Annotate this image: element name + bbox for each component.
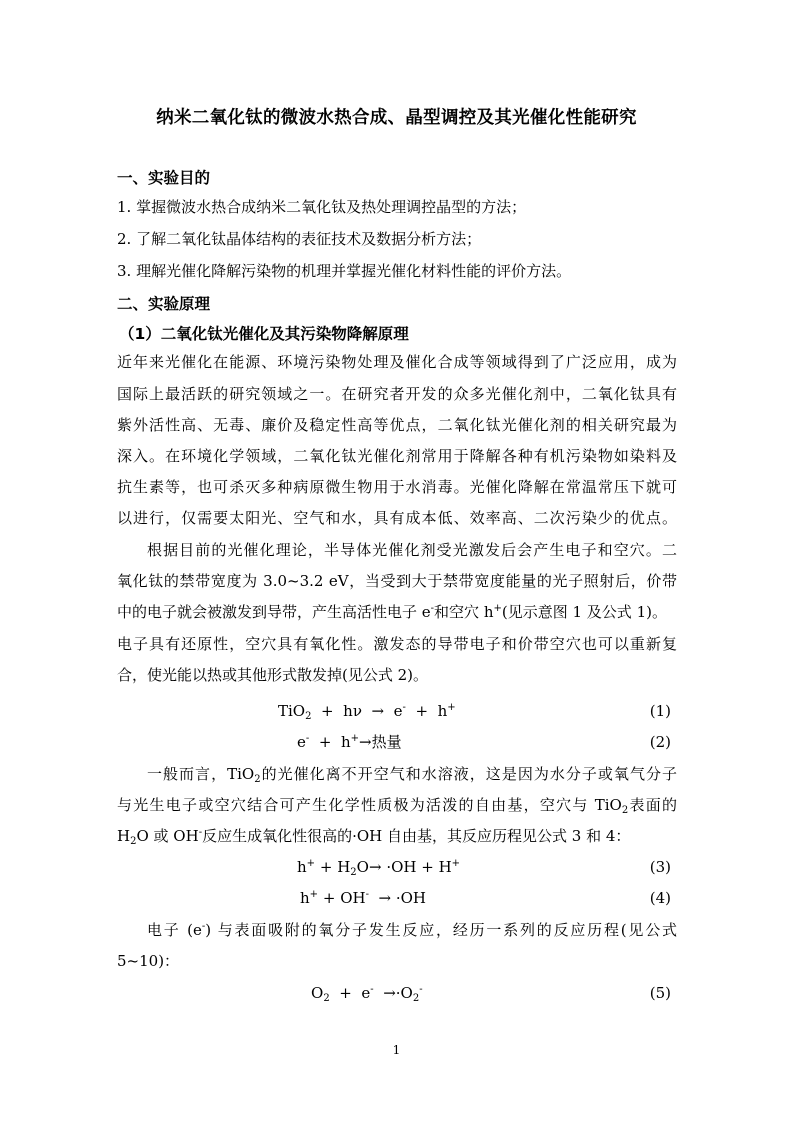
page-title: 纳米二氧化钛的微波水热合成、晶型调控及其光催化性能研究 (156, 108, 637, 128)
equation-5: $O_2 + e^- \to\cdot O_2^-$ (311, 984, 423, 1004)
paragraph-line: 近年来光催化在能源、环境污染物处理及催化合成等领域得到了广泛应用，成为 (117, 353, 677, 371)
paragraph-line: 一般而言，TiO$_2$的光催化离不开空气和水溶液，这是因为水分子或氧气分子 (147, 765, 677, 785)
paragraph-line: 深入。在环境化学领域，二氧化钛光催化剂常用于降解各种有机污染物如染料及 (117, 447, 677, 465)
paragraph-line: 根据目前的光催化理论，半导体光催化剂受光激发后会产生电子和空穴。二 (147, 541, 677, 559)
equation-number: (1) (649, 702, 671, 720)
equation-number: (3) (649, 858, 671, 876)
paragraph-line: 抗生素等，也可杀灭多种病原微生物用于水消毒。光催化降解在常温常压下就可 (117, 478, 677, 496)
equation-number: (2) (649, 733, 671, 751)
paragraph-line: 电子 (e-) 与表面吸附的氧分子发生反应，经历一系列的反应历程(见公式 (147, 921, 677, 939)
equation-number: (5) (649, 984, 671, 1002)
paragraph-line: 国际上最活跃的研究领域之一。在研究者开发的众多光催化剂中，二氧化钛具有 (117, 385, 677, 403)
list-item: 2. 了解二氧化钛晶体结构的表征技术及数据分析方法； (117, 230, 482, 248)
paragraph-line: 5~10)： (117, 952, 180, 970)
section-heading-purpose: 一、实验目的 (117, 169, 211, 187)
list-item: 3. 理解光催化降解污染物的机理并掌握光催化材料性能的评价方法。 (117, 262, 572, 280)
equation-3: $h^+ + H_2O\to \cdot OH + H^+$ (297, 858, 461, 878)
paragraph-line: 以进行，仅需要太阳光、空气和水，具有成本低、效率高、二次污染少的优点。 (117, 509, 677, 527)
paragraph-line: 氧化钛的禁带宽度为 3.0~3.2 eV，当受到大于禁带宽度能量的光子照射后，价带 (117, 572, 677, 590)
paragraph-line: 合，使光能以热或其他形式散发掉(见公式 2)。 (117, 666, 429, 684)
paragraph-line: 与光生电子或空穴结合可产生化学性质极为活泼的自由基，空穴与 TiO$_2$表面的 (117, 796, 677, 816)
equation-4: h+ + OH- → ·OH (300, 889, 427, 907)
list-item: 1. 掌握微波水热合成纳米二氧化钛及热处理调控晶型的方法； (117, 198, 527, 216)
equation-number: (4) (649, 889, 671, 907)
equation-1: TiO$_2$ + hν → e- + h+ (278, 702, 456, 722)
section-heading-principle: 二、实验原理 (117, 295, 211, 313)
subsection-heading: （1）二氧化钛光催化及其污染物降解原理 (119, 325, 409, 343)
page-number: 1 (392, 1043, 401, 1057)
equation-2: e- + h+→热量 (297, 733, 402, 751)
paragraph-line: 中的电子就会被激发到导带，产生高活性电子 e-和空穴 h+(见示意图 1 及公式 1)。 (117, 603, 667, 621)
paragraph-line: $H_2O$ 或 OH-反应生成氧化性很高的·OH 自由基，其反应历程见公式 3 和 4： (117, 827, 631, 847)
paragraph-line: 电子具有还原性，空穴具有氧化性。激发态的导带电子和价带空穴也可以重新复 (117, 635, 677, 653)
paragraph-line: 紫外活性高、无毒、廉价及稳定性高等优点，二氧化钛光催化剂的相关研究最为 (117, 416, 677, 434)
